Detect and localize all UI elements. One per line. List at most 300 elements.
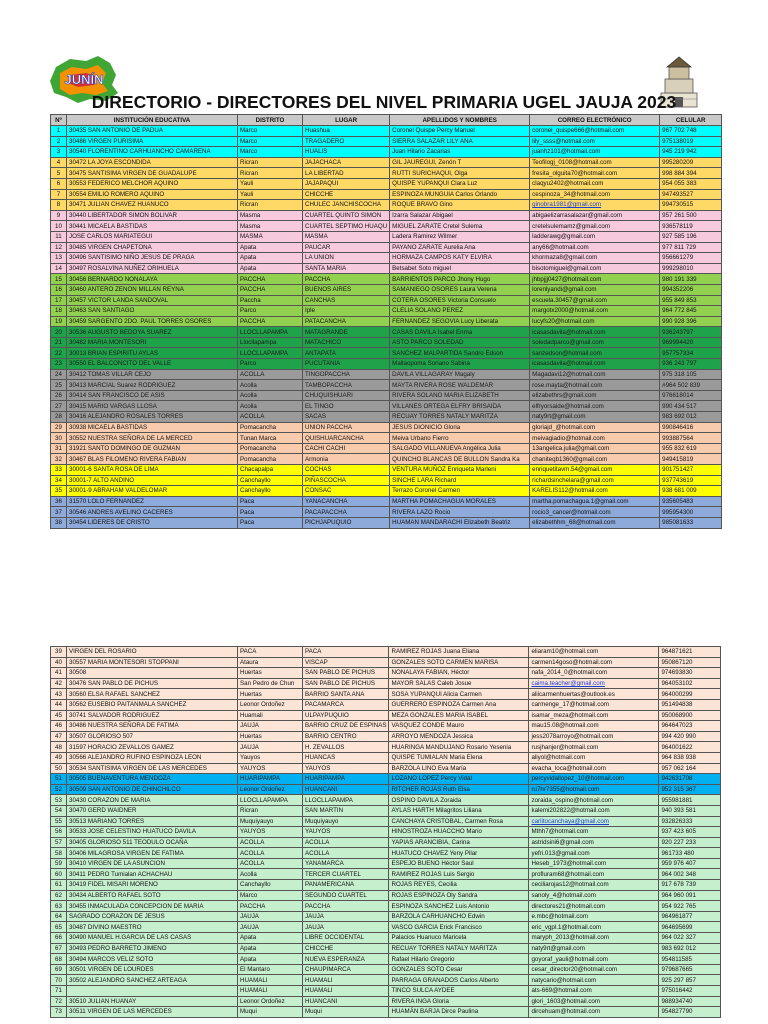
cell-number: 23 xyxy=(51,359,67,370)
cell-number: 5 xyxy=(51,168,67,179)
cell-institution: 30493 PEDRO BARRETO JIMENO xyxy=(67,943,238,954)
cell-number: 24 xyxy=(51,369,67,380)
cell-district: Chacapalpa xyxy=(238,465,303,476)
cell-institution: 31597 HORACIO ZEVALLOS GAMEZ xyxy=(67,742,238,753)
table-row xyxy=(51,390,722,401)
cell-district: ACOLLA xyxy=(238,858,303,869)
cell-director-name: MAYOR SALAS Caleb Josue xyxy=(389,678,529,689)
cell-institution: 30430 CORAZON DE MARIA xyxy=(67,795,238,806)
cell-email: margotx2000@hotmail.com xyxy=(530,306,660,317)
cell-institution: 30416 ALEJANDRO ROSALES TORRES xyxy=(67,412,238,423)
table-row xyxy=(51,327,722,338)
cell-email: ceciliarojas12@hotmail.com xyxy=(529,880,659,891)
cell-director-name: MAYTA RIVERA ROSE WALDEMAR xyxy=(390,380,530,391)
cell-email: goyoraf_yauli@hotmail.com xyxy=(529,954,659,965)
cell-director-name: RAMIREZ ROJAS Juana Eliana xyxy=(389,647,529,658)
cell-district: MASMA xyxy=(238,231,303,242)
table-row xyxy=(51,795,721,806)
cell-number: 66 xyxy=(51,933,67,944)
cell-number: 25 xyxy=(51,380,67,391)
cell-place: PACAPACCHA xyxy=(303,507,390,518)
cell-number: 65 xyxy=(51,922,67,933)
cell-phone: 956661279 xyxy=(660,253,722,264)
cell-director-name: SOSA YUPANQUI Alicia Carmen xyxy=(389,689,529,700)
cell-number: 8 xyxy=(51,200,67,211)
cell-institution: 30435 SAN ANTONIO DE PADUA xyxy=(67,126,238,137)
cell-institution: 30463 SAN SANTIAGO xyxy=(67,306,238,317)
cell-district: Muqui xyxy=(238,1007,303,1018)
cell-phone: 957 062 164 xyxy=(659,763,721,774)
cell-institution: 31570 LOLO FERNANDEZ xyxy=(67,496,238,507)
cell-institution: 30411 PEDRO Tumialan ACHACHAU xyxy=(67,869,238,880)
cell-email: astridsini6@gmail.com xyxy=(529,837,659,848)
cell-phone: 983 692 012 xyxy=(660,412,722,423)
cell-director-name: SIERRA SALAZAR LILY ANA xyxy=(390,136,530,147)
cell-number: 54 xyxy=(51,805,67,816)
cell-district: Yauli xyxy=(238,178,303,189)
cell-place: NUEVA ESPERANZA xyxy=(303,954,389,965)
cell-director-name: Ladera Ramirez Wilmer xyxy=(390,231,530,242)
cell-director-name: QUINCHO BLANCAS DE BULLON Sandra Ka xyxy=(390,454,530,465)
cell-institution: 30554 EMILIO ROMERO AQUINO xyxy=(67,189,238,200)
cell-institution: 30457 VICTOR LANDA SANDOVAL xyxy=(67,295,238,306)
cell-number: 16 xyxy=(51,284,67,295)
table-row xyxy=(51,668,721,679)
cell-director-name: CASAS DAVILA Isabel Enma xyxy=(390,327,530,338)
cell-institution: 30487 DIVINO MAESTRO xyxy=(67,922,238,933)
table-row xyxy=(51,996,721,1007)
table-row xyxy=(51,742,721,753)
cell-number: 40 xyxy=(51,657,67,668)
cell-district: Apata xyxy=(238,253,303,264)
cell-phone: 936 243 797 xyxy=(660,359,722,370)
table-row xyxy=(51,986,721,997)
table-row xyxy=(51,274,722,285)
table-row xyxy=(51,369,722,380)
table-row xyxy=(51,157,722,168)
cell-number: 44 xyxy=(51,699,67,710)
cell-place: Huashua xyxy=(303,126,390,137)
cell-director-name: MARTHA POMACHAGUA MORALES xyxy=(390,496,530,507)
cell-place: JAJACHACA xyxy=(303,157,390,168)
cell-district: YAUYOS xyxy=(238,763,303,774)
cell-director-name: Izarra Salazar Abigael xyxy=(390,210,530,221)
cell-director-name: HUAMÁN BARJA Dirce Paulina xyxy=(389,1007,529,1018)
cell-email: percyvidallopez_10@hotmail.com xyxy=(529,774,659,785)
cell-phone: 994352206 xyxy=(660,284,722,295)
cell-number: 21 xyxy=(51,337,67,348)
cell-email: elizabethrs@gmail.com xyxy=(530,390,660,401)
cell-number: 4 xyxy=(51,157,67,168)
cell-institution: 30485 VIRGEN CHAPETONA xyxy=(67,242,238,253)
cell-email: lorenlyandi@gmail.com xyxy=(530,284,660,295)
cell-institution: 30741 SALVADOR RODRIGUEZ xyxy=(67,710,238,721)
cell-phone: 969994420 xyxy=(660,337,722,348)
cell-institution: 31921 SANTO DOMINGO DE GUZMAN xyxy=(67,443,238,454)
column-header-phone: CELULAR xyxy=(660,115,722,126)
cell-place: YAUYOS xyxy=(303,827,389,838)
cell-phone: 999298010 xyxy=(660,263,722,274)
cell-email: profluram68@hotmail.com xyxy=(529,869,659,880)
cell-institution: 30406 MILAGROSA VIRGEN DE FATIMA xyxy=(67,848,238,859)
cell-place: BUENOS AIRES xyxy=(303,284,390,295)
cell-director-name: ROQUE BRAVO Gino xyxy=(390,200,530,211)
cell-director-name: JESUS DIONICIO Gloria xyxy=(390,422,530,433)
cell-number: 17 xyxy=(51,295,67,306)
table-row xyxy=(51,848,721,859)
cell-number: 58 xyxy=(51,848,67,859)
cell-phone: #964 502 839 xyxy=(660,380,722,391)
cell-phone: 980 191 339 xyxy=(660,274,722,285)
cell-phone: 985081633 xyxy=(660,517,722,528)
cell-director-name: CLELIA SOLANO PEREZ xyxy=(390,306,530,317)
cell-institution: 30440 LIBERTADOR SIMON BOLIVAR xyxy=(67,210,238,221)
cell-phone: 954827790 xyxy=(659,1007,721,1018)
cell-place: PIÑASCOCHA xyxy=(303,475,390,486)
cell-district: Canchayllo xyxy=(238,486,303,497)
cell-phone: 937743619 xyxy=(660,475,722,486)
directors-table-continued xyxy=(50,646,721,1018)
cell-institution: 30486 NUESTRA SEÑORA DE FATIMA xyxy=(67,721,238,732)
cell-place: ACOLLA xyxy=(303,837,389,848)
cell-phone: 964000299 xyxy=(659,689,721,700)
cell-email: sanoly_4@hotmail.com xyxy=(529,890,659,901)
cell-director-name: CANCHAYA CRISTOBAL, Carmen Rosa xyxy=(389,816,529,827)
cell-email: Heseb_1973@hotmail.com xyxy=(529,858,659,869)
cell-director-name: BARRIENTOS PARCO Jhony Hugo xyxy=(390,274,530,285)
cell-email: lucyfs20@hotmail.com xyxy=(530,316,660,327)
table-row xyxy=(51,147,722,158)
cell-district: LLOCLLAPAMPA xyxy=(238,327,303,338)
cell-institution: 30482 MARIA MONTESORI xyxy=(67,337,238,348)
logo-text: JUNÍN xyxy=(64,72,104,87)
cell-number: 1 xyxy=(51,126,67,137)
cell-place: BARRIO SANTA ANA xyxy=(303,689,389,700)
cell-phone: 957757334 xyxy=(660,348,722,359)
cell-place: MATACHICO xyxy=(303,337,390,348)
table-row xyxy=(51,337,722,348)
cell-place: H. ZEVALLOS xyxy=(303,742,389,753)
cell-place: SAN PABLO DE PICHUS xyxy=(303,678,389,689)
cell-email: ru7hr7355@hotmail.com xyxy=(529,784,659,795)
cell-email: Teofilogj_0108@hotmail.com xyxy=(530,157,660,168)
table-row xyxy=(51,731,721,742)
cell-institution: 30475 SANTISIMA VIRGEN DE GUADALUPE xyxy=(67,168,238,179)
cell-number: 30 xyxy=(51,433,67,444)
cell-phone: 964001622 xyxy=(659,742,721,753)
cell-number: 29 xyxy=(51,422,67,433)
cell-institution: 30434 ALBERTO RAFAEL SOTO xyxy=(67,890,238,901)
cell-email: nafa_2014_0@hotmail.com xyxy=(529,668,659,679)
cell-director-name: ARROYO MENDOZA Jessica xyxy=(389,731,529,742)
cell-phone: 935605483 xyxy=(660,496,722,507)
cell-place: CACHI CACHI xyxy=(303,443,390,454)
cell-email: directores21@hotmail.com xyxy=(529,901,659,912)
cell-place: SACAS xyxy=(303,412,390,423)
table-row xyxy=(51,200,722,211)
cell-phone: 994730515 xyxy=(660,200,722,211)
cell-place: SEGUNDO CUARTEL xyxy=(303,890,389,901)
cell-number: 37 xyxy=(51,507,67,518)
cell-institution: 30509 SAN ANTONIO DE CHINCHILCO xyxy=(67,784,238,795)
cell-phone: 954811585 xyxy=(659,954,721,965)
cell-phone: 952 315 367 xyxy=(659,784,721,795)
cell-district: HUARIPAMPA xyxy=(238,774,303,785)
cell-number: 39 xyxy=(51,647,67,658)
cell-district: LLOCLLAPAMPA xyxy=(238,348,303,359)
cell-district: Ricran xyxy=(238,157,303,168)
cell-district: HUAMALI xyxy=(238,986,303,997)
cell-phone: 964 960 091 xyxy=(659,890,721,901)
cell-email: richardsinchelara@gmail.com xyxy=(530,475,660,486)
cell-district: Marco xyxy=(238,136,303,147)
cell-institution: 30510 JULIAN HUANAY xyxy=(67,996,238,1007)
cell-institution: 30536 AUGUSTO BEDOYA SUAREZ xyxy=(67,327,238,338)
table-row xyxy=(51,975,721,986)
table-row xyxy=(51,433,722,444)
cell-phone: 993887564 xyxy=(660,433,722,444)
cell-place: ULPAYPUQUIO xyxy=(303,710,389,721)
cell-district: Marco xyxy=(238,126,303,137)
cell-email[interactable]: caima.teacher@gmail.com xyxy=(529,678,659,689)
cell-director-name: RIVERA INGA Gloria xyxy=(389,996,529,1007)
cell-email: glori_1603@hotmail.com xyxy=(529,996,659,1007)
table-row xyxy=(51,189,722,200)
cell-phone: 901751427 xyxy=(660,465,722,476)
cell-district: Pomacancha xyxy=(238,422,303,433)
cell-place: PACCHA xyxy=(303,274,390,285)
cell-phone: 964 838 938 xyxy=(659,752,721,763)
cell-institution: SAGRADO CORAZON DE JESUS xyxy=(67,911,238,922)
cell-district: El Mantaro xyxy=(238,964,303,975)
cell-institution: 30562 EUSEBIO PAITANMALA SANCHEZ xyxy=(67,699,238,710)
cell-director-name: HINOSTROZA HUACCHO Mario xyxy=(389,827,529,838)
cell-district: San Pedro de Chun xyxy=(238,678,303,689)
table-row xyxy=(51,178,722,189)
cell-number: 48 xyxy=(51,742,67,753)
cell-institution: 30546 ANDRES AVELINO CACERES xyxy=(67,507,238,518)
cell-district: Apata xyxy=(238,933,303,944)
table-row xyxy=(51,380,722,391)
cell-district: Canchayllo xyxy=(238,880,303,891)
cell-director-name: QUISPE YUPANQUI Clara Luz xyxy=(390,178,530,189)
table-row xyxy=(51,943,721,954)
cell-institution: 30455 INMACULADA CONCEPCION DE MARIA xyxy=(67,901,238,912)
cell-director-name: BARZOLA CARHUANCHO Edwin xyxy=(389,911,529,922)
table-row xyxy=(51,964,721,975)
cell-phone: 955981881 xyxy=(659,795,721,806)
cell-number: 6 xyxy=(51,178,67,189)
cell-director-name: GONZALES SOTO Cesar xyxy=(389,964,529,975)
cell-phone: 975 318 105 xyxy=(660,369,722,380)
cell-number: 57 xyxy=(51,837,67,848)
cell-place: YANACANCHA xyxy=(303,496,390,507)
cell-director-name: LOZANO LOPEZ Percy Vidal xyxy=(389,774,529,785)
table-row xyxy=(51,242,722,253)
cell-institution: 30938 MICAELA BASTIDAS xyxy=(67,422,238,433)
cell-phone: 954 922 765 xyxy=(659,901,721,912)
cell-phone: 954 055 383 xyxy=(660,178,722,189)
cell-phone: 964 022 327 xyxy=(659,933,721,944)
cell-phone: 988934740 xyxy=(659,996,721,1007)
cell-phone: 936243797 xyxy=(660,327,722,338)
cell-place: QUISHUARCANCHA xyxy=(303,433,390,444)
cell-district: JAUJA xyxy=(238,742,303,753)
cell-institution: 30459 SARGENTO 2DO. PAUL TORRES OSORES xyxy=(67,316,238,327)
cell-district: Ataura xyxy=(238,657,303,668)
cell-place: TAMBOPACCHA xyxy=(303,380,390,391)
cell-email: ladderawg@gmail.com xyxy=(530,231,660,242)
cell-director-name: COTERA OSORES Victoria Consuelo xyxy=(390,295,530,306)
cell-district: Parco xyxy=(238,359,303,370)
cell-number: 10 xyxy=(51,221,67,232)
table-row xyxy=(51,231,722,242)
table-row xyxy=(51,911,721,922)
cell-phone: 951494838 xyxy=(659,699,721,710)
cell-phone: 950068900 xyxy=(659,710,721,721)
table-row xyxy=(51,401,722,412)
cell-place: PACCHA xyxy=(303,901,389,912)
table-row xyxy=(51,890,721,901)
cell-phone: 975016442 xyxy=(659,986,721,997)
cell-district: Paca xyxy=(238,496,303,507)
cell-district: YAUYOS xyxy=(238,827,303,838)
cell-phone: 964647023 xyxy=(659,721,721,732)
cell-number: 11 xyxy=(51,231,67,242)
cell-phone: 947493527 xyxy=(660,189,722,200)
cell-number: 38 xyxy=(51,517,67,528)
cell-institution: 30467 BLAS FILOMENO RIVERA FABIAN xyxy=(67,454,238,465)
cell-director-name: Coronel Quispe Percy Manuel xyxy=(390,126,530,137)
cell-district: Ricran xyxy=(238,805,303,816)
cell-number: 60 xyxy=(51,869,67,880)
table-row xyxy=(51,316,722,327)
cell-district: JAUJA xyxy=(238,922,303,933)
cell-district: PACCHA xyxy=(238,284,303,295)
cell-number: 19 xyxy=(51,316,67,327)
cell-district: Huamali xyxy=(238,710,303,721)
cell-number: 20 xyxy=(51,327,67,338)
cell-number: 34 xyxy=(51,475,67,486)
cell-email: jhbpjjj0427@hotmail.com xyxy=(530,274,660,285)
cell-number: 49 xyxy=(51,752,67,763)
cell-district: ACOLLA xyxy=(238,837,303,848)
cell-place: Armonia xyxy=(303,454,390,465)
cell-number: 46 xyxy=(51,721,67,732)
cell-number: 55 xyxy=(51,816,67,827)
cell-institution: 30550 EL BALCONCITO DEL VALLE xyxy=(67,359,238,370)
cell-email: cesar_director20@hotmail.com xyxy=(529,964,659,975)
cell-institution: 30513 MARIANO TORRES xyxy=(67,816,238,827)
table-body xyxy=(51,126,722,529)
cell-place: LA UNION xyxy=(303,253,390,264)
cell-director-name: MIGUEL ZARATE Cretel Sulema xyxy=(390,221,530,232)
cell-director-name: GONZALES SOTO CARMEN MARISA xyxy=(389,657,529,668)
cell-email: jess2078arroyo@hotmail.com xyxy=(529,731,659,742)
cell-director-name: GUERRERO ESPINOZA Carmen Ana xyxy=(389,699,529,710)
cell-email: cespinoza_34@hotmail.com xyxy=(530,189,660,200)
table-row xyxy=(51,465,722,476)
cell-place: BARRIO CENTRO xyxy=(303,731,389,742)
cell-institution: 30472 LA JOYA ESCONDIDA xyxy=(67,157,238,168)
cell-number: 7 xyxy=(51,189,67,200)
cell-district: Paca xyxy=(238,517,303,528)
cell-district: PACA xyxy=(238,647,303,658)
cell-district: Acolla xyxy=(238,401,303,412)
cell-place: LLOCLLAPAMPA xyxy=(303,795,389,806)
cell-director-name: SANCHEZ MALPARTIDA Sandro Edson xyxy=(390,348,530,359)
cell-number: 50 xyxy=(51,763,67,774)
table-row xyxy=(51,359,722,370)
cell-institution: 30441 MICAELA BASTIDAS xyxy=(67,221,238,232)
cell-phone: 977 811 729 xyxy=(660,242,722,253)
cell-district: Huertas xyxy=(238,668,303,679)
cell-email: isamar_meza@hotmail.com xyxy=(529,710,659,721)
cell-institution: 30534 SANTISIMA VIRGEN DE LAS MERCEDES xyxy=(67,763,238,774)
cell-email[interactable]: carlitocanchaya@gmail.com xyxy=(529,816,659,827)
cell-email: natycario@hotmail.com xyxy=(529,975,659,986)
cell-phone: 975138019 xyxy=(660,136,722,147)
cell-phone: 942631708 xyxy=(659,774,721,785)
cell-email: elizabethhm_68@hotmail.com xyxy=(530,517,660,528)
cell-email: dircehuam@hotmail.com xyxy=(529,1007,659,1018)
cell-place: COCHAS xyxy=(303,465,390,476)
table-row xyxy=(51,858,721,869)
cell-phone: 995954300 xyxy=(660,507,722,518)
cell-place: HUANCAS xyxy=(303,752,389,763)
cell-district: Ricran xyxy=(238,168,303,179)
cell-email: e.mbc@hotmail.com xyxy=(529,911,659,922)
cell-institution: 30505 BUENAVENTURA MENDOZA xyxy=(67,774,238,785)
cell-district: ACOLLA xyxy=(238,848,303,859)
cell-email: abigaelizarrasalazar@gmail.com xyxy=(530,210,660,221)
cell-phone: 940 393 581 xyxy=(659,805,721,816)
cell-institution: 30496 SANTISIMO NIÑO JESUS DE PRAGA xyxy=(67,253,238,264)
cell-place: JAUJA xyxy=(303,922,389,933)
cell-director-name: RUTTI SURICHAQUI, Olga xyxy=(390,168,530,179)
cell-institution: 30486 VIRGEN PURISIMA xyxy=(67,136,238,147)
table-row xyxy=(51,263,722,274)
cell-institution: 30412 TOMAS VILLAR CEJO xyxy=(67,369,238,380)
cell-district: Acolla xyxy=(238,869,303,880)
cell-email[interactable]: ginobra1981@gmail.com xyxy=(530,200,660,211)
cell-number: 51 xyxy=(51,774,67,785)
cell-place: PACA xyxy=(303,647,389,658)
cell-number: 45 xyxy=(51,710,67,721)
cell-place: CONSAC xyxy=(303,486,390,497)
cell-director-name: HUARINGA MANDUJANO Rosario Yesenia xyxy=(389,742,529,753)
column-header-institution: INSTITUCIÓN EDUCATIVA xyxy=(67,115,238,126)
cell-director-name: GIL JAUREGUI, Zenón T xyxy=(390,157,530,168)
cell-phone: 964961877 xyxy=(659,911,721,922)
cell-number: 53 xyxy=(51,795,67,806)
table-row xyxy=(51,837,721,848)
cell-director-name: QUISPE TUMIALAN Maria Elena xyxy=(389,752,529,763)
cell-institution: 30460 ANTERO ZENON MILLAN REYNA xyxy=(67,284,238,295)
cell-email: carmen14goso@hotmail.com xyxy=(529,657,659,668)
cell-number: 43 xyxy=(51,689,67,700)
cell-email: enriquetitavm.54@gmail.com xyxy=(530,465,660,476)
cell-director-name: VASQUEZ CONDE Mauro xyxy=(389,721,529,732)
table-row xyxy=(51,443,722,454)
cell-place: HUAMALI xyxy=(303,975,389,986)
cell-number: 18 xyxy=(51,306,67,317)
table-row xyxy=(51,721,721,732)
table-row xyxy=(51,496,722,507)
cell-phone: 994 420 990 xyxy=(659,731,721,742)
cell-phone: 938 681 009 xyxy=(660,486,722,497)
cell-district: Marco xyxy=(238,147,303,158)
